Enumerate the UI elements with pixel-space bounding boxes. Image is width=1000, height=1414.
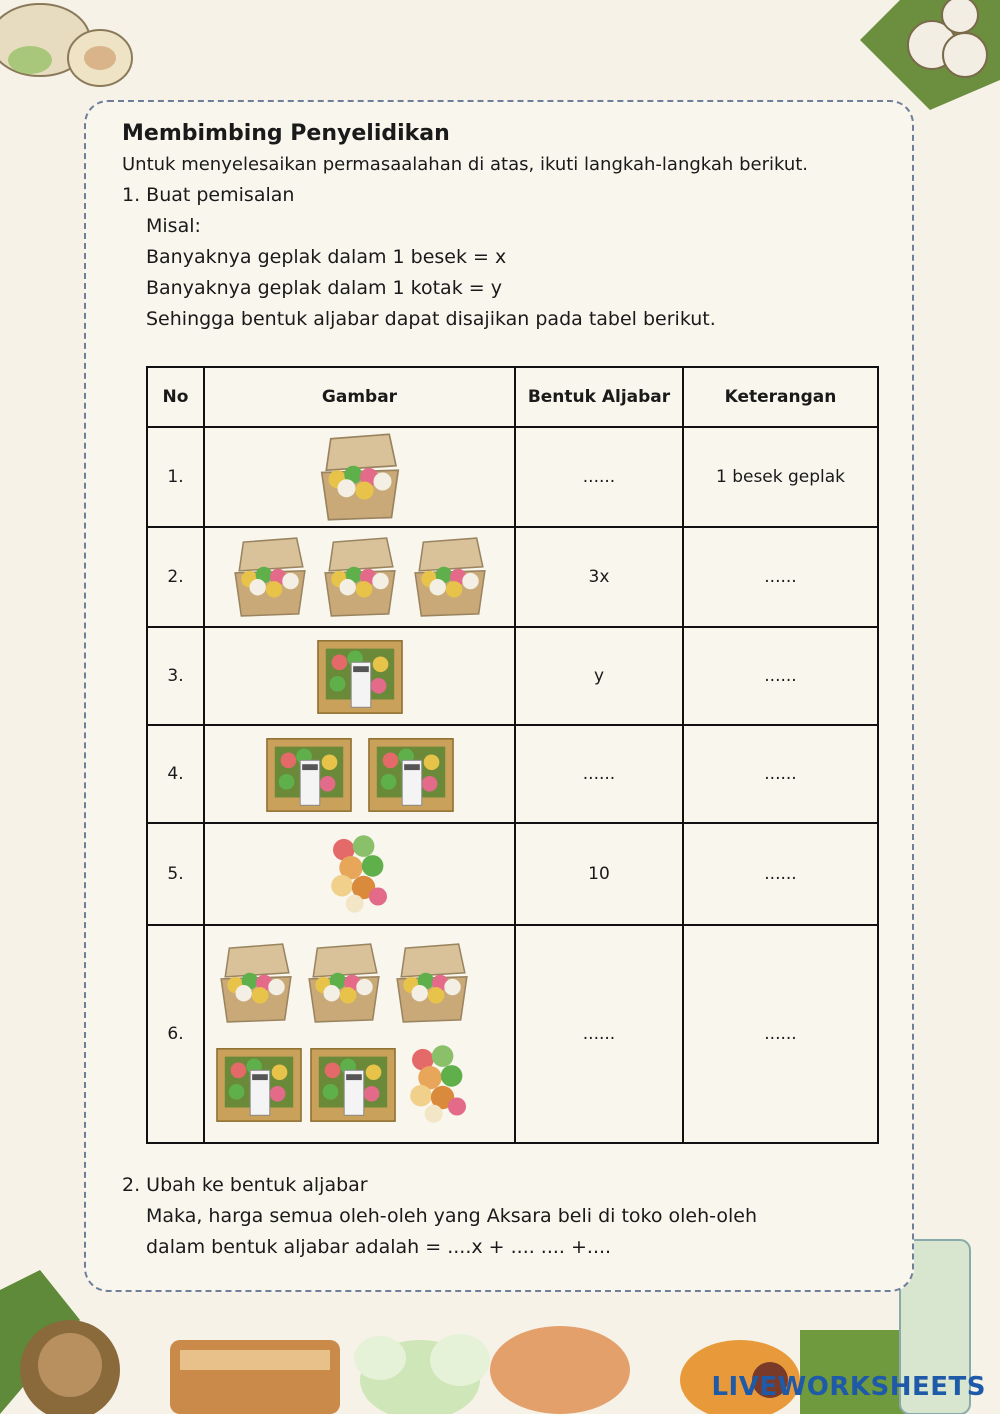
- kotak-box-image: [367, 734, 455, 814]
- besek-basket-image: [215, 940, 297, 1026]
- algebra-answer[interactable]: ......: [515, 725, 683, 823]
- kotak-box-image: [265, 734, 353, 814]
- besek-basket-image: [319, 536, 401, 618]
- row-number: 2.: [147, 527, 204, 627]
- picture-cell: [204, 823, 515, 925]
- table-row: [147, 427, 878, 527]
- step2-answer-line[interactable]: dalam bentuk aljabar adalah = ....x + .... .... +....: [146, 1236, 612, 1258]
- header-no: No: [147, 367, 204, 427]
- intro-text: Untuk menyelesaikan permasaalahan di atas, ikuti langkah-langkah berikut.: [122, 154, 809, 175]
- row-number: 6.: [147, 925, 204, 1143]
- step2-section: [122, 1170, 882, 1263]
- besek-basket-image: [391, 940, 473, 1026]
- algebra-answer[interactable]: ......: [515, 427, 683, 527]
- description-answer[interactable]: ......: [683, 925, 878, 1143]
- step2-title: 2. Ubah ke bentuk aljabar: [122, 1174, 368, 1196]
- table-row: [147, 527, 878, 627]
- picture-cell: [204, 627, 515, 725]
- table-row: [147, 823, 878, 925]
- besek-basket-image: [303, 940, 385, 1026]
- food-illustration-top-right: [860, 0, 1000, 110]
- algebra-cell: 3x: [515, 527, 683, 627]
- geplak-pieces-image: [324, 830, 396, 918]
- description-answer[interactable]: ......: [683, 527, 878, 627]
- algebra-answer[interactable]: ......: [515, 925, 683, 1143]
- kotak-box-image: [215, 1043, 303, 1125]
- header-keterangan: Keterangan: [683, 367, 878, 427]
- geplak-pieces-image: [403, 1040, 475, 1128]
- besek-basket-image: [229, 536, 311, 618]
- header-gambar: Gambar: [204, 367, 515, 427]
- food-illustration-top-left: [0, 0, 140, 100]
- row-number: 5.: [147, 823, 204, 925]
- row-number: 4.: [147, 725, 204, 823]
- liveworksheets-logo: [711, 1372, 986, 1402]
- besek-basket-image: [409, 536, 491, 618]
- picture-cell: [204, 527, 515, 627]
- algebra-cell: 10: [515, 823, 683, 925]
- misal-label: Misal:: [146, 215, 201, 237]
- step2-line1: Maka, harga semua oleh-oleh yang Aksara beli di toko oleh-oleh: [146, 1205, 758, 1227]
- description-cell: 1 besek geplak: [683, 427, 878, 527]
- section-heading: Membimbing Penyelidikan: [122, 121, 450, 146]
- definition-y: Banyaknya geplak dalam 1 kotak = y: [146, 277, 502, 299]
- picture-cell: [204, 925, 515, 1143]
- kotak-box-image: [316, 636, 404, 716]
- algebra-table: [146, 366, 879, 1144]
- picture-cell: [204, 427, 515, 527]
- table-row: [147, 925, 878, 1143]
- table-row: [147, 725, 878, 823]
- row-number: 1.: [147, 427, 204, 527]
- description-answer[interactable]: ......: [683, 627, 878, 725]
- liveworksheets-wordmark: LIVEWORKSHEETS: [711, 1372, 986, 1402]
- kotak-box-image: [309, 1043, 397, 1125]
- picture-cell: [204, 725, 515, 823]
- row-number: 3.: [147, 627, 204, 725]
- algebra-cell: y: [515, 627, 683, 725]
- description-answer[interactable]: ......: [683, 823, 878, 925]
- table-header-row: [147, 367, 878, 427]
- table-row: [147, 627, 878, 725]
- definition-x: Banyaknya geplak dalam 1 besek = x: [146, 246, 507, 268]
- step1-title: 1. Buat pemisalan: [122, 184, 295, 206]
- description-answer[interactable]: ......: [683, 725, 878, 823]
- main-content: [122, 118, 878, 335]
- header-bentuk-aljabar: Bentuk Aljabar: [515, 367, 683, 427]
- table-intro: Sehingga bentuk aljabar dapat disajikan pada tabel berikut.: [146, 308, 716, 330]
- besek-basket-image: [315, 432, 405, 522]
